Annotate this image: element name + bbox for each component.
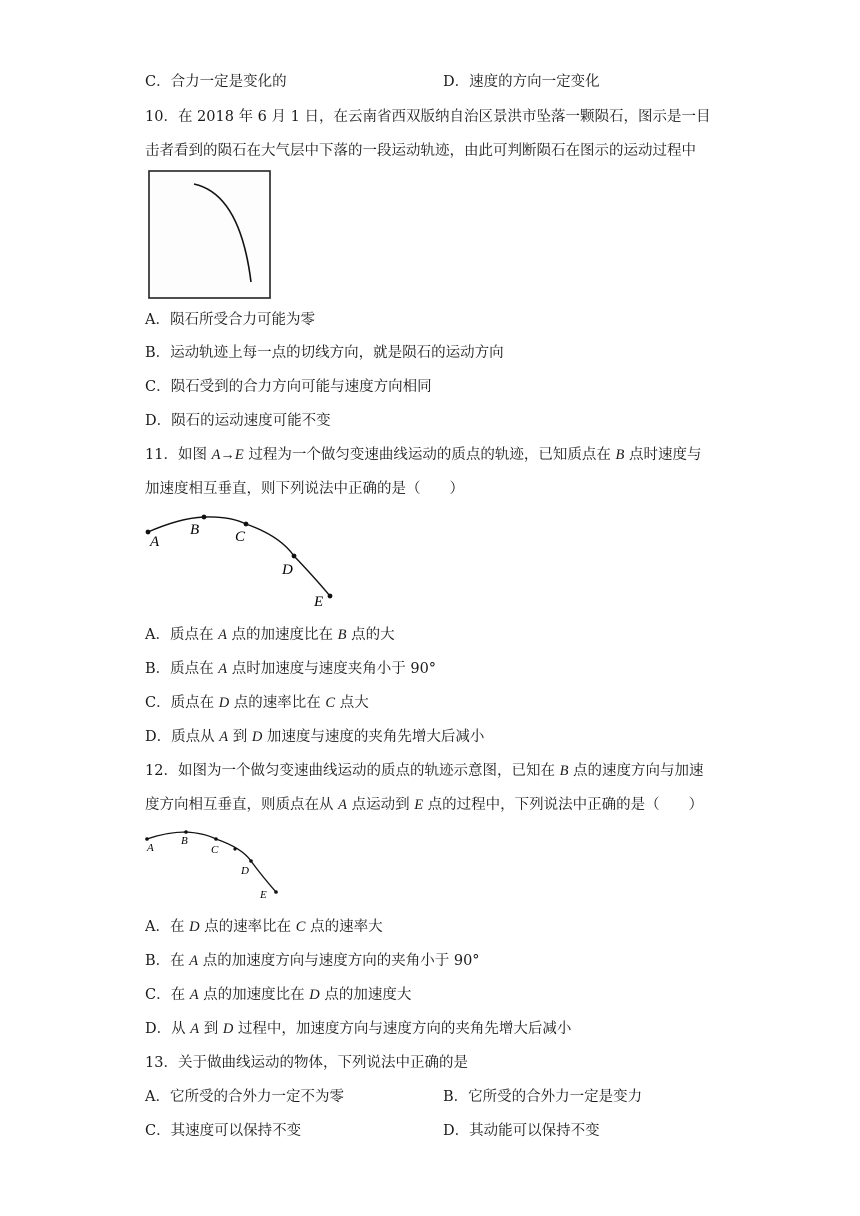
q11-stem-line2: 加速度相互垂直，则下列说法中正确的是（ ） [145,481,464,497]
q10-stem-line1: 10．在 2018 年 6 月 1 日，在云南省西双版纳自治区景洪市坠落一颗陨石，图示是一目 [145,109,711,125]
q11-point-label-c: C [235,529,246,545]
q12-point-label-e: E [260,889,267,901]
q12-option-c: C．在 A 点的加速度比在 D 点的加速度大 [145,987,412,1003]
q10-option-c: C．陨石受到的合力方向可能与速度方向相同 [145,379,432,395]
q13-option-a: A．它所受的合外力一定不为零 [145,1089,344,1105]
q12-trajectory-figure [142,826,282,901]
q9-option-c: C．合力一定是变化的 [145,74,287,90]
q12-stem-line2: 度方向相互垂直，则质点在从 A 点运动到 E 点的过程中，下列说法中正确的是（ ） [145,797,704,813]
q13-option-b: B．它所受的合外力一定是变力 [443,1089,643,1105]
q11-point-label-d: D [282,562,293,578]
q12-point-label-c: C [211,844,219,856]
q12-point-label-d: D [241,865,249,877]
q11-trajectory-figure [140,510,340,610]
meteor-trajectory-figure [148,170,272,300]
q10-option-d: D．陨石的运动速度可能不变 [145,413,331,429]
q11-option-c: C．质点在 D 点的速率比在 C 点大 [145,695,369,711]
q12-point-label-a: A [147,842,154,854]
q12-option-a: A．在 D 点的速率比在 C 点的速率大 [145,919,383,935]
q12-stem-line1: 12．如图为一个做匀变速曲线运动的质点的轨迹示意图，已知在 B 点的速度方向与加速 [145,763,704,779]
q13-option-c: C．其速度可以保持不变 [145,1123,302,1139]
q10-option-b: B．运动轨迹上每一点的切线方向，就是陨石的运动方向 [145,345,504,361]
q9-option-d: D．速度的方向一定变化 [443,74,600,90]
q13-stem: 13．关于做曲线运动的物体，下列说法中正确的是 [145,1055,468,1071]
q12-point-label-b: B [181,835,188,847]
q11-stem-line1: 11．如图 A→E 过程为一个做匀变速曲线运动的质点的轨迹，已知质点在 B 点时速度与 [145,447,702,463]
q11-point-label-b: B [190,522,200,538]
q13-option-d: D．其动能可以保持不变 [443,1123,600,1139]
q10-stem-line2: 击者看到的陨石在大气层中下落的一段运动轨迹，由此可判断陨石在图示的运动过程中 [145,143,696,159]
q11-point-label-a: A [150,534,160,550]
q11-option-d: D．质点从 A 到 D 加速度与速度的夹角先增大后减小 [145,729,485,745]
q12-option-b: B．在 A 点的加速度方向与速度方向的夹角小于 90° [145,953,480,969]
q11-option-a: A．质点在 A 点的加速度比在 B 点的大 [145,627,395,643]
q11-point-label-e: E [314,594,324,610]
q11-option-b: B．质点在 A 点时加速度与速度夹角小于 90° [145,661,437,677]
q12-option-d: D．从 A 到 D 过程中，加速度方向与速度方向的夹角先增大后减小 [145,1021,572,1037]
q10-option-a: A．陨石所受合力可能为零 [145,312,315,328]
